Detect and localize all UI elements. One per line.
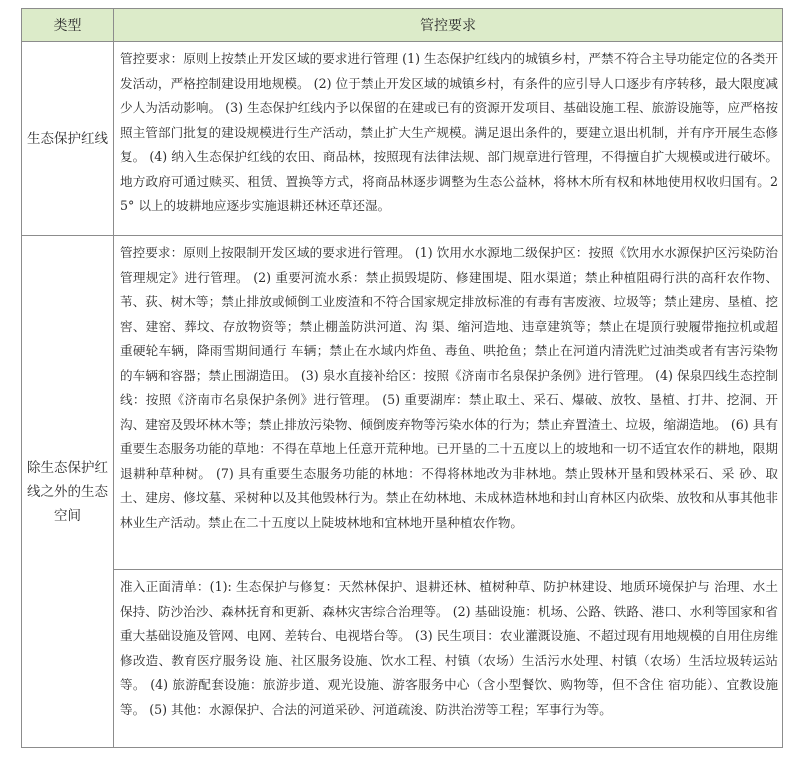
row-content-control-requirements: 管控要求：原则上按限制开发区域的要求进行管理。 (1) 饮用水水源地二级保护区：按照《饮用水水源保护区污染防治管理规定》进行管理。 (2) 重要河流水系：禁止损毁堤防、修建围堤、阻水渠道；禁止种植阻碍行洪的高秆农作物、苇、荻、树木等；禁止排放或倾倒工业废渣和不符合国家规定排放标准的有毒有害废液、垃圾等；禁止建房、垦植、挖窖、建窑、葬坟、存放物资等；禁止棚盖防洪河道、沟 渠、缩河造地、违章建筑等；禁止在堤顶行驶履带拖拉机或超重硬轮车辆，降雨雪期间通行 车辆；禁止在水域内炸鱼、毒鱼、哄抢鱼；禁止在河道内清洗贮过油类或者有害污染物的车辆和容器；禁止围湖造田。 (3) 泉水直接补给区：按照《济南市名泉保护条例》进行管理。 (4) 保泉四线生态控制线：按照《济南市名泉保护条例》进行管理。 (5) 重要湖库：禁止取土、采石、爆破、放牧、垦植、打井、挖洞、开沟、建窑及毁坏林木等；禁止排放污染物、倾倒废弃物等污染水体的行为；禁止弃置渣土、垃圾，缩湖造地。 (6) 具有重要生态服务功能的草地：不得在草地上任意开荒种地。已开垦的二十五度以上的坡地和一切不适宜农作的耕地，限期退耕种草种树。 (7) 具有重要生态服务功能的林地：不得将林地改为非林地。禁止毁林开垦和毁林采石、采 砂、取土、建房、修坟墓、采树种以及其他毁林行为。禁止在幼林地、未成林造林地和封山育林区内砍柴、放牧和从事其他非林业生产活动。禁止在二十五度以上陡坡林地和宜林地开垦种植农作物。	[114, 236, 783, 570]
row-content-ecological-redline: 管控要求：原则上按禁止开发区域的要求进行管理 (1) 生态保护红线内的城镇乡村，严禁不符合主导功能定位的各类开发活动，严格控制建设用地规模。 (2) 位于禁止开发区域的城镇乡村，有条件的应引导人口逐步有序转移，最大限度减少人为活动影响。 (3) 生态保护红线内予以保留的在建或已有的资源开发项目、基础设施工程、旅游设施等，应严格按照主管部门批复的建设规模进行生产活动，禁止扩大生产规模。满足退出条件的，要建立退出机制，并有序开展生态修复。 (4) 纳入生态保护红线的农田、商品林，按照现有法律法规、部门规章进行管理，不得擅自扩大规模或进行破坏。地方政府可通过赎买、租赁、置换等方式，将商品林逐步调整为生态公益林，将林木所有权和林地使用权收归国有。25° 以上的坡耕地应逐步实施退耕还林还草还湿。	[114, 42, 783, 236]
header-type: 类型	[22, 9, 114, 42]
row-type-ecological-redline: 生态保护红线	[22, 42, 114, 236]
header-control-requirements: 管控要求	[114, 9, 783, 42]
row-content-positive-access-list: 准入正面清单：(1): 生态保护与修复：天然林保护、退耕还林、植树种草、防护林建设、地质环境保护与 治理、水土保持、防沙治沙、森林抚育和更新、森林灾害综合治理等。 (2) 基础设施：机场、公路、铁路、港口、水利等国家和省重大基础设施及管网、电网、差转台、电视塔台等。 (3) 民生项目：农业灌溉设施、不超过现有用地规模的自用住房维修改造、教育医疗服务设 施、社区服务设施、饮水工程、村镇（农场）生活污水处理、村镇（农场）生活垃圾转运站等。 (4) 旅游配套设施：旅游步道、观光设施、游客服务中心（含小型餐饮、购物等，但不含住 宿功能）、宜教设施等。 (5) 其他：水源保护、合法的河道采砂、河道疏浚、防洪治涝等工程；军事行为等。	[114, 570, 783, 748]
table-row	[22, 236, 783, 570]
table-header-row	[22, 9, 783, 42]
control-requirements-table	[21, 8, 783, 748]
table-row	[22, 42, 783, 236]
row-type-other-ecological-space: 除生态保护红线之外的生态空间	[22, 236, 114, 748]
table-row	[22, 570, 783, 748]
